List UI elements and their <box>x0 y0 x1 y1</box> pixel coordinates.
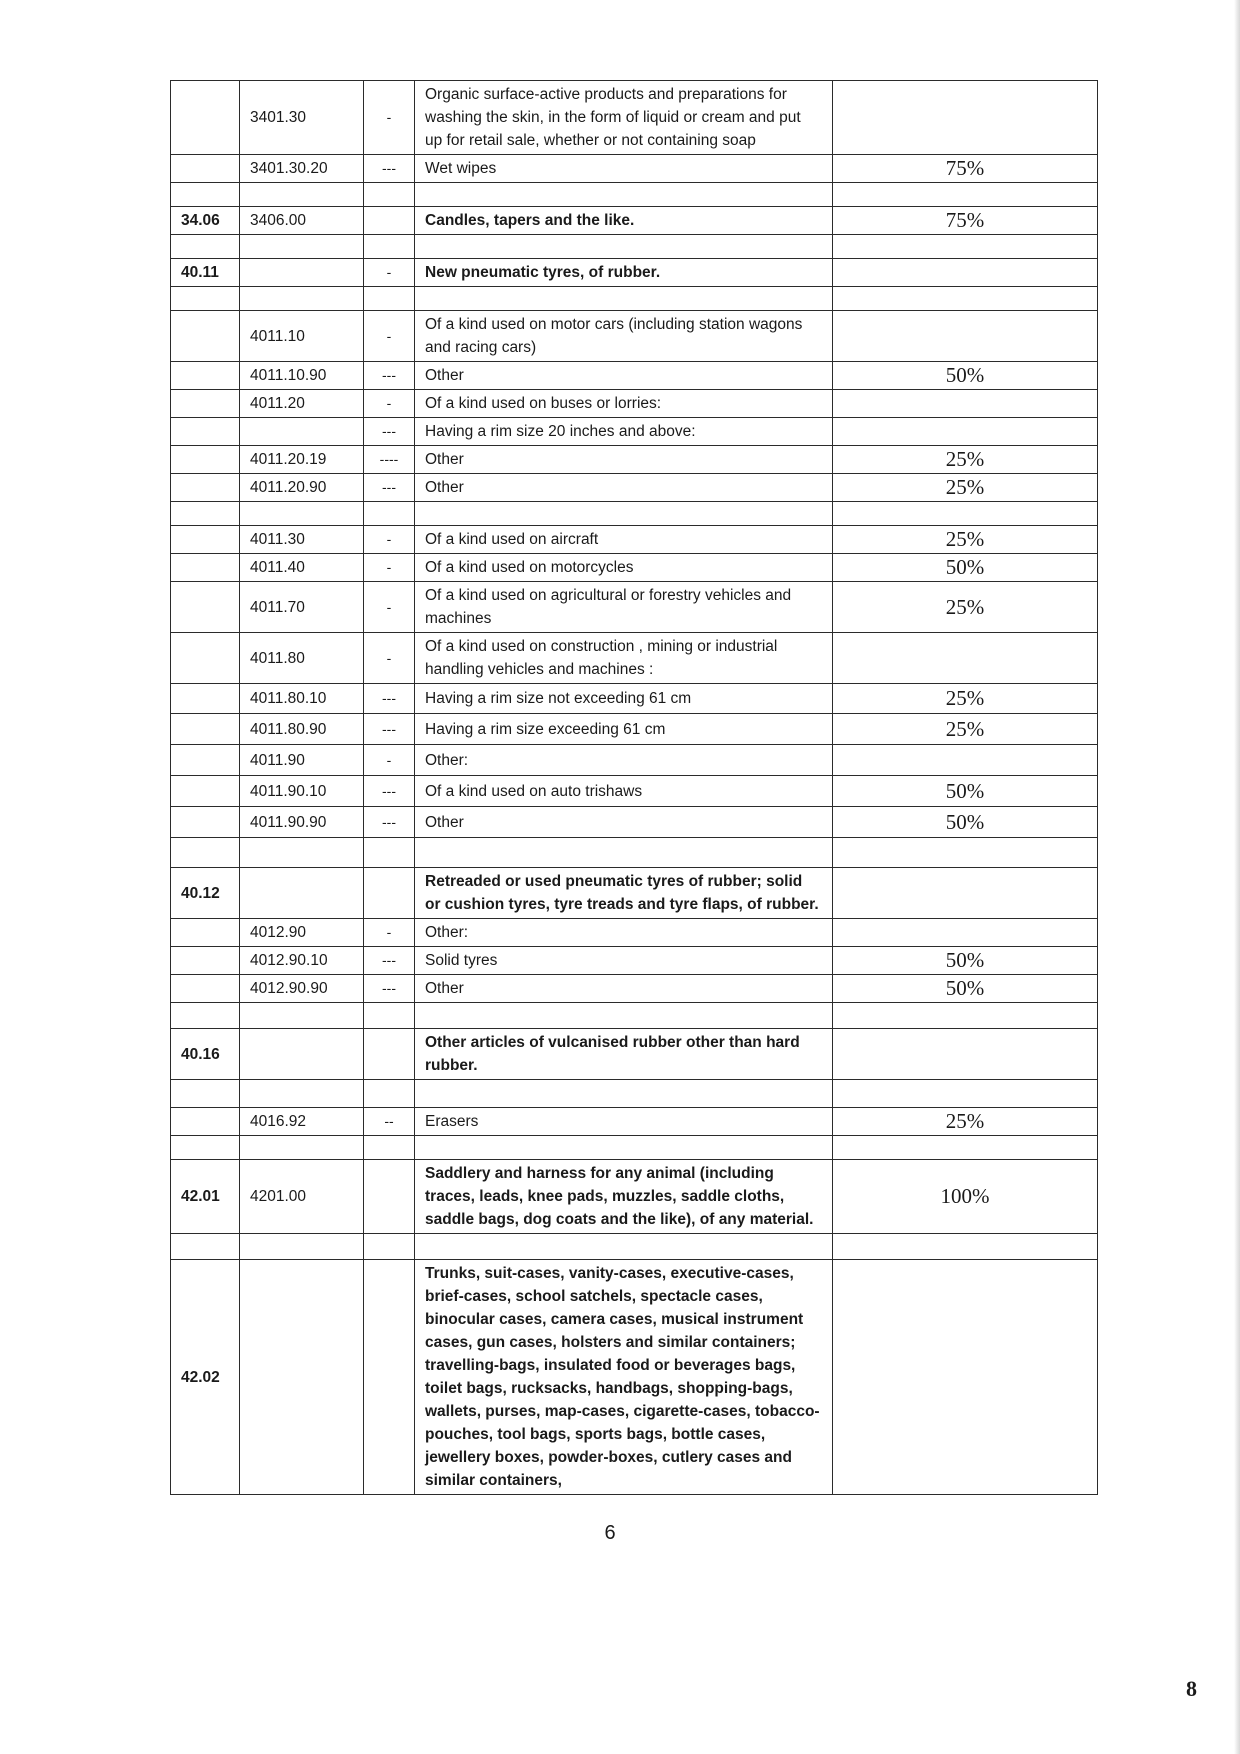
code-cell: 4011.40 <box>240 554 364 582</box>
dash-cell: - <box>364 745 415 776</box>
code-cell: 4011.20.90 <box>240 474 364 502</box>
dash-cell <box>364 1029 415 1080</box>
heading-cell <box>171 745 240 776</box>
table-row <box>171 919 1098 947</box>
heading-cell <box>171 554 240 582</box>
description-cell: Retreaded or used pneumatic tyres of rubber; solid or cushion tyres, tyre treads and tyre flaps, of rubber. <box>415 868 833 919</box>
code-cell: 4011.20 <box>240 390 364 418</box>
heading-cell <box>171 502 240 526</box>
heading-cell <box>171 838 240 868</box>
table-row <box>171 390 1098 418</box>
table-row <box>171 1160 1098 1234</box>
description-cell <box>415 502 833 526</box>
description-cell: Other: <box>415 919 833 947</box>
code-cell: 4011.80 <box>240 633 364 684</box>
dash-cell <box>364 1234 415 1260</box>
rate-cell: 25% <box>833 714 1098 745</box>
table-row <box>171 446 1098 474</box>
heading-cell <box>171 919 240 947</box>
description-cell <box>415 1080 833 1108</box>
dash-cell: --- <box>364 807 415 838</box>
description-cell: Other: <box>415 745 833 776</box>
heading-cell: 34.06 <box>171 207 240 235</box>
rate-cell: 25% <box>833 526 1098 554</box>
table-row <box>171 526 1098 554</box>
heading-cell <box>171 714 240 745</box>
table-row <box>171 1234 1098 1260</box>
heading-cell <box>171 1003 240 1029</box>
dash-cell: - <box>364 633 415 684</box>
dash-cell <box>364 1003 415 1029</box>
heading-cell <box>171 235 240 259</box>
table-row <box>171 807 1098 838</box>
rate-cell: 25% <box>833 1108 1098 1136</box>
description-cell: Of a kind used on motorcycles <box>415 554 833 582</box>
heading-cell <box>171 633 240 684</box>
table-row <box>171 776 1098 807</box>
description-cell: Trunks, suit-cases, vanity-cases, executive-cases, brief-cases, school satchels, spectacle cases, binocular cases, camera cases, musical instrument cases, gun cases, holsters and similar containers; travelling-bags, insulated food or beverages bags, toilet bags, rucksacks, handbags, shopping-bags, wallets, purses, map-cases, cigarette-cases, tobacco-pouches, tool bags, sports bags, bottle cases, jewellery boxes, powder-boxes, cutlery cases and similar containers, <box>415 1260 833 1495</box>
code-cell <box>240 1003 364 1029</box>
table-row <box>171 1080 1098 1108</box>
rate-cell: 50% <box>833 807 1098 838</box>
code-cell <box>240 868 364 919</box>
code-cell: 4011.90.90 <box>240 807 364 838</box>
code-cell: 4012.90.90 <box>240 975 364 1003</box>
rate-cell <box>833 1003 1098 1029</box>
rate-cell <box>833 838 1098 868</box>
heading-cell <box>171 684 240 714</box>
code-cell <box>240 838 364 868</box>
heading-cell <box>171 390 240 418</box>
description-cell: Having a rim size not exceeding 61 cm <box>415 684 833 714</box>
code-cell: 4011.90 <box>240 745 364 776</box>
dash-cell <box>364 183 415 207</box>
heading-cell <box>171 474 240 502</box>
code-cell: 4012.90 <box>240 919 364 947</box>
code-cell <box>240 1260 364 1495</box>
table-row <box>171 1136 1098 1160</box>
rate-cell: 25% <box>833 582 1098 633</box>
heading-cell: 40.16 <box>171 1029 240 1080</box>
heading-cell <box>171 183 240 207</box>
code-cell: 4011.10.90 <box>240 362 364 390</box>
description-cell: New pneumatic tyres, of rubber. <box>415 259 833 287</box>
rate-cell <box>833 1136 1098 1160</box>
table-row <box>171 207 1098 235</box>
description-cell: Having a rim size exceeding 61 cm <box>415 714 833 745</box>
table-row <box>171 418 1098 446</box>
heading-cell <box>171 362 240 390</box>
rate-cell: 100% <box>833 1160 1098 1234</box>
dash-cell: - <box>364 919 415 947</box>
description-cell: Of a kind used on agricultural or forestry vehicles and machines <box>415 582 833 633</box>
dash-cell: --- <box>364 155 415 183</box>
heading-cell <box>171 287 240 311</box>
table-row <box>171 1260 1098 1495</box>
description-cell: Of a kind used on buses or lorries: <box>415 390 833 418</box>
rate-cell: 25% <box>833 474 1098 502</box>
heading-cell <box>171 81 240 155</box>
code-cell: 4011.80.90 <box>240 714 364 745</box>
description-cell: Other <box>415 975 833 1003</box>
code-cell: 4012.90.10 <box>240 947 364 975</box>
dash-cell <box>364 287 415 311</box>
heading-cell: 42.01 <box>171 1160 240 1234</box>
description-cell: Candles, tapers and the like. <box>415 207 833 235</box>
description-cell <box>415 1234 833 1260</box>
dash-cell: - <box>364 526 415 554</box>
heading-cell <box>171 776 240 807</box>
dash-cell: - <box>364 582 415 633</box>
table-row <box>171 259 1098 287</box>
dash-cell: --- <box>364 776 415 807</box>
rate-cell: 50% <box>833 362 1098 390</box>
table-row <box>171 311 1098 362</box>
rate-cell <box>833 81 1098 155</box>
heading-cell <box>171 1080 240 1108</box>
rate-cell <box>833 1029 1098 1080</box>
rate-cell <box>833 502 1098 526</box>
dash-cell <box>364 868 415 919</box>
dash-cell: --- <box>364 474 415 502</box>
rate-cell: 75% <box>833 155 1098 183</box>
description-cell: Organic surface-active products and preparations for washing the skin, in the form of liquid or cream and put up for retail sale, whether or not containing soap <box>415 81 833 155</box>
dash-cell: -- <box>364 1108 415 1136</box>
heading-cell <box>171 311 240 362</box>
description-cell: Other <box>415 474 833 502</box>
table-row <box>171 287 1098 311</box>
description-cell: Wet wipes <box>415 155 833 183</box>
code-cell: 4011.70 <box>240 582 364 633</box>
description-cell: Solid tyres <box>415 947 833 975</box>
rate-cell <box>833 259 1098 287</box>
dash-cell <box>364 235 415 259</box>
code-cell <box>240 418 364 446</box>
rate-cell <box>833 633 1098 684</box>
rate-cell <box>833 1080 1098 1108</box>
code-cell: 4011.30 <box>240 526 364 554</box>
code-cell: 4201.00 <box>240 1160 364 1234</box>
table-row <box>171 1029 1098 1080</box>
page-number: 6 <box>604 1522 616 1544</box>
table-row <box>171 714 1098 745</box>
description-cell <box>415 235 833 259</box>
dash-cell: --- <box>364 418 415 446</box>
description-cell: Other articles of vulcanised rubber other than hard rubber. <box>415 1029 833 1080</box>
code-cell: 4011.90.10 <box>240 776 364 807</box>
description-cell: Of a kind used on aircraft <box>415 526 833 554</box>
heading-cell <box>171 975 240 1003</box>
table-row <box>171 947 1098 975</box>
heading-cell <box>171 947 240 975</box>
code-cell <box>240 1234 364 1260</box>
heading-cell <box>171 1234 240 1260</box>
code-cell <box>240 235 364 259</box>
rate-cell: 50% <box>833 554 1098 582</box>
description-cell <box>415 287 833 311</box>
code-cell: 4016.92 <box>240 1108 364 1136</box>
heading-cell <box>171 807 240 838</box>
corner-mark: 8 <box>1186 1676 1197 1701</box>
dash-cell: --- <box>364 947 415 975</box>
rate-cell <box>833 418 1098 446</box>
dash-cell: - <box>364 311 415 362</box>
description-cell: Other <box>415 446 833 474</box>
code-cell: 3401.30 <box>240 81 364 155</box>
dash-cell: - <box>364 259 415 287</box>
dash-cell: - <box>364 81 415 155</box>
code-cell: 3401.30.20 <box>240 155 364 183</box>
table-row <box>171 235 1098 259</box>
table-row <box>171 502 1098 526</box>
description-cell <box>415 838 833 868</box>
table-row <box>171 1003 1098 1029</box>
rate-cell <box>833 745 1098 776</box>
rate-cell: 50% <box>833 975 1098 1003</box>
code-cell <box>240 259 364 287</box>
heading-cell <box>171 155 240 183</box>
dash-cell <box>364 207 415 235</box>
table-row <box>171 81 1098 155</box>
heading-cell <box>171 446 240 474</box>
description-cell: Of a kind used on motor cars (including station wagons and racing cars) <box>415 311 833 362</box>
description-cell <box>415 1003 833 1029</box>
code-cell <box>240 1029 364 1080</box>
table-row <box>171 362 1098 390</box>
heading-cell <box>171 526 240 554</box>
rate-cell <box>833 1260 1098 1495</box>
heading-cell: 40.12 <box>171 868 240 919</box>
rate-cell <box>833 235 1098 259</box>
rate-cell <box>833 919 1098 947</box>
rate-cell <box>833 868 1098 919</box>
table-row <box>171 155 1098 183</box>
description-cell <box>415 1136 833 1160</box>
table-row <box>171 838 1098 868</box>
description-cell: Saddlery and harness for any animal (including traces, leads, knee pads, muzzles, saddle cloths, saddle bags, dog coats and the like), of any material. <box>415 1160 833 1234</box>
description-cell: Other <box>415 362 833 390</box>
description-cell: Erasers <box>415 1108 833 1136</box>
description-cell <box>415 183 833 207</box>
heading-cell: 40.11 <box>171 259 240 287</box>
description-cell: Of a kind used on auto trishaws <box>415 776 833 807</box>
rate-cell <box>833 1234 1098 1260</box>
heading-cell <box>171 418 240 446</box>
table-row <box>171 868 1098 919</box>
code-cell: 3406.00 <box>240 207 364 235</box>
dash-cell <box>364 1260 415 1495</box>
table-row <box>171 684 1098 714</box>
scan-edge-shadow <box>1234 0 1240 1754</box>
dash-cell <box>364 838 415 868</box>
dash-cell: - <box>364 554 415 582</box>
dash-cell <box>364 1160 415 1234</box>
rate-cell: 50% <box>833 776 1098 807</box>
dash-cell: - <box>364 390 415 418</box>
dash-cell: ---- <box>364 446 415 474</box>
description-cell: Having a rim size 20 inches and above: <box>415 418 833 446</box>
code-cell: 4011.20.19 <box>240 446 364 474</box>
tariff-table <box>170 80 1098 1495</box>
rate-cell <box>833 311 1098 362</box>
tariff-table-body <box>171 81 1098 1495</box>
code-cell <box>240 1080 364 1108</box>
dash-cell <box>364 1080 415 1108</box>
table-row <box>171 554 1098 582</box>
rate-cell: 25% <box>833 684 1098 714</box>
rate-cell: 75% <box>833 207 1098 235</box>
code-cell: 4011.10 <box>240 311 364 362</box>
rate-cell <box>833 287 1098 311</box>
dash-cell: --- <box>364 975 415 1003</box>
dash-cell <box>364 502 415 526</box>
heading-cell <box>171 1108 240 1136</box>
dash-cell: --- <box>364 362 415 390</box>
rate-cell: 50% <box>833 947 1098 975</box>
heading-cell <box>171 1136 240 1160</box>
table-row <box>171 183 1098 207</box>
heading-cell <box>171 582 240 633</box>
table-row <box>171 1108 1098 1136</box>
table-row <box>171 474 1098 502</box>
heading-cell: 42.02 <box>171 1260 240 1495</box>
table-row <box>171 582 1098 633</box>
dash-cell: --- <box>364 684 415 714</box>
table-row <box>171 633 1098 684</box>
rate-cell <box>833 183 1098 207</box>
dash-cell <box>364 1136 415 1160</box>
description-cell: Other <box>415 807 833 838</box>
table-row <box>171 975 1098 1003</box>
code-cell <box>240 1136 364 1160</box>
code-cell: 4011.80.10 <box>240 684 364 714</box>
table-row <box>171 745 1098 776</box>
rate-cell: 25% <box>833 446 1098 474</box>
code-cell <box>240 287 364 311</box>
code-cell <box>240 183 364 207</box>
dash-cell: --- <box>364 714 415 745</box>
code-cell <box>240 502 364 526</box>
description-cell: Of a kind used on construction , mining or industrial handling vehicles and machines : <box>415 633 833 684</box>
rate-cell <box>833 390 1098 418</box>
